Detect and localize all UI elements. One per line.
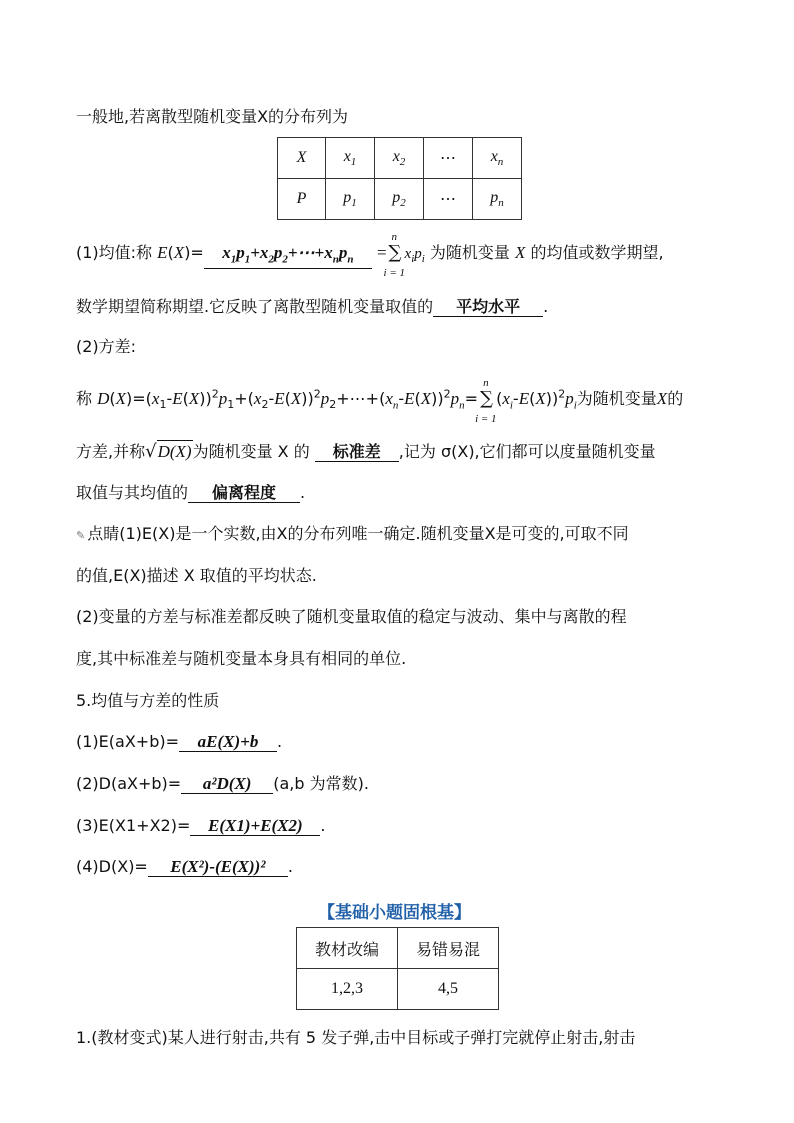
dist-cell: $p_2$ — [375, 179, 424, 220]
deviation-answer: 偏离程度 — [188, 484, 300, 503]
properties-heading: 5.均值与方差的性质 — [76, 691, 220, 710]
dist-cell: $p_n$ — [473, 179, 522, 220]
dist-cell: ⋯ — [424, 138, 473, 179]
note-1-line-1: ✎ 点睛(1)E(X)是一个实数,由X的分布列唯一确定.随机变量X是可变的,可取不同 — [76, 524, 629, 543]
dist-cell: P — [278, 179, 326, 220]
question-1: 1.(教材变式)某人进行射击,共有 5 发子弹,击中目标或子弹打完就停止射击,射击 — [76, 1028, 636, 1047]
sum-symbol: n ∑ i = 1 — [383, 230, 406, 279]
property-answer: aE(X)+b — [179, 733, 277, 752]
mean-line-1: (1)均值:称 $E(X)= x_1p_1+x_2p_2+\cdots+x_np_n$ = n ∑ i = 1 $x_ip_i$ 为随机变量 X 的均值或数学期望, — [76, 230, 664, 279]
property-item: (3)E(X1+X2)= E(X1)+E(X2) . — [76, 816, 326, 835]
property-item: (1)E(aX+b)= aE(X)+b . — [76, 732, 283, 751]
variance-line-2: 方差,并称√D(X)为随机变量 X 的 标准差 ,记为 σ(X),它们都可以度量随机变量 — [76, 441, 656, 462]
sum-symbol: n ∑ i = 1 — [475, 376, 497, 425]
variance-line-1: 称 $D(X)=(x_1-E(X))^2p_1+(x_2-E(X))^2p_2+\cdots+(x_n-E(X))^2p_n=$ n ∑ i = 1 $(x_i-E(X))^2p_i$为随机变量X的 — [76, 376, 684, 425]
distribution-table — [277, 137, 522, 220]
dist-cell: $x_n$ — [473, 138, 522, 179]
note-2-line-1: (2)变量的方差与标准差都反映了随机变量取值的稳定与波动、集中与离散的程 — [76, 607, 627, 626]
property-answer: a²D(X) — [181, 775, 273, 794]
dist-cell: $x_2$ — [375, 138, 424, 179]
note-2-line-2: 度,其中标准差与随机变量本身具有相同的单位. — [76, 649, 407, 668]
property-item: (2)D(aX+b)= a²D(X) (a,b 为常数). — [76, 774, 369, 793]
note-1-line-2: 的值,E(X)描述 X 取值的平均状态. — [76, 566, 317, 585]
dist-cell: X — [278, 138, 326, 179]
property-answer: E(X²)-(E(X))² — [148, 858, 288, 877]
basics-table — [296, 927, 499, 1010]
basics-title: 【基础小题固根基】 — [318, 903, 471, 923]
intro-text: 一般地,若离散型随机变量X的分布列为 — [76, 107, 349, 126]
basics-header: 教材改编 — [297, 928, 398, 969]
mean-line-2: 数学期望简称期望.它反映了离散型随机变量取值的 平均水平 . — [76, 297, 549, 316]
basics-header: 易错易混 — [398, 928, 499, 969]
mean-answer: $x_1p_1+x_2p_2+\cdots+x_np_n$ — [204, 244, 372, 269]
basics-value: 1,2,3 — [297, 969, 398, 1010]
dist-cell: $x_1$ — [326, 138, 375, 179]
variance-heading: (2)方差: — [76, 337, 137, 356]
property-answer: E(X1)+E(X2) — [190, 817, 320, 836]
note-icon: ✎ — [76, 529, 86, 542]
property-item: (4)D(X)= E(X²)-(E(X))² . — [76, 857, 293, 876]
dist-cell: ⋯ — [424, 179, 473, 220]
mean-level-answer: 平均水平 — [433, 298, 543, 317]
std-dev-answer: 标准差 — [315, 443, 399, 462]
basics-value: 4,5 — [398, 969, 499, 1010]
dist-cell: $p_1$ — [326, 179, 375, 220]
variance-line-3: 取值与其均值的 偏离程度 . — [76, 483, 306, 502]
